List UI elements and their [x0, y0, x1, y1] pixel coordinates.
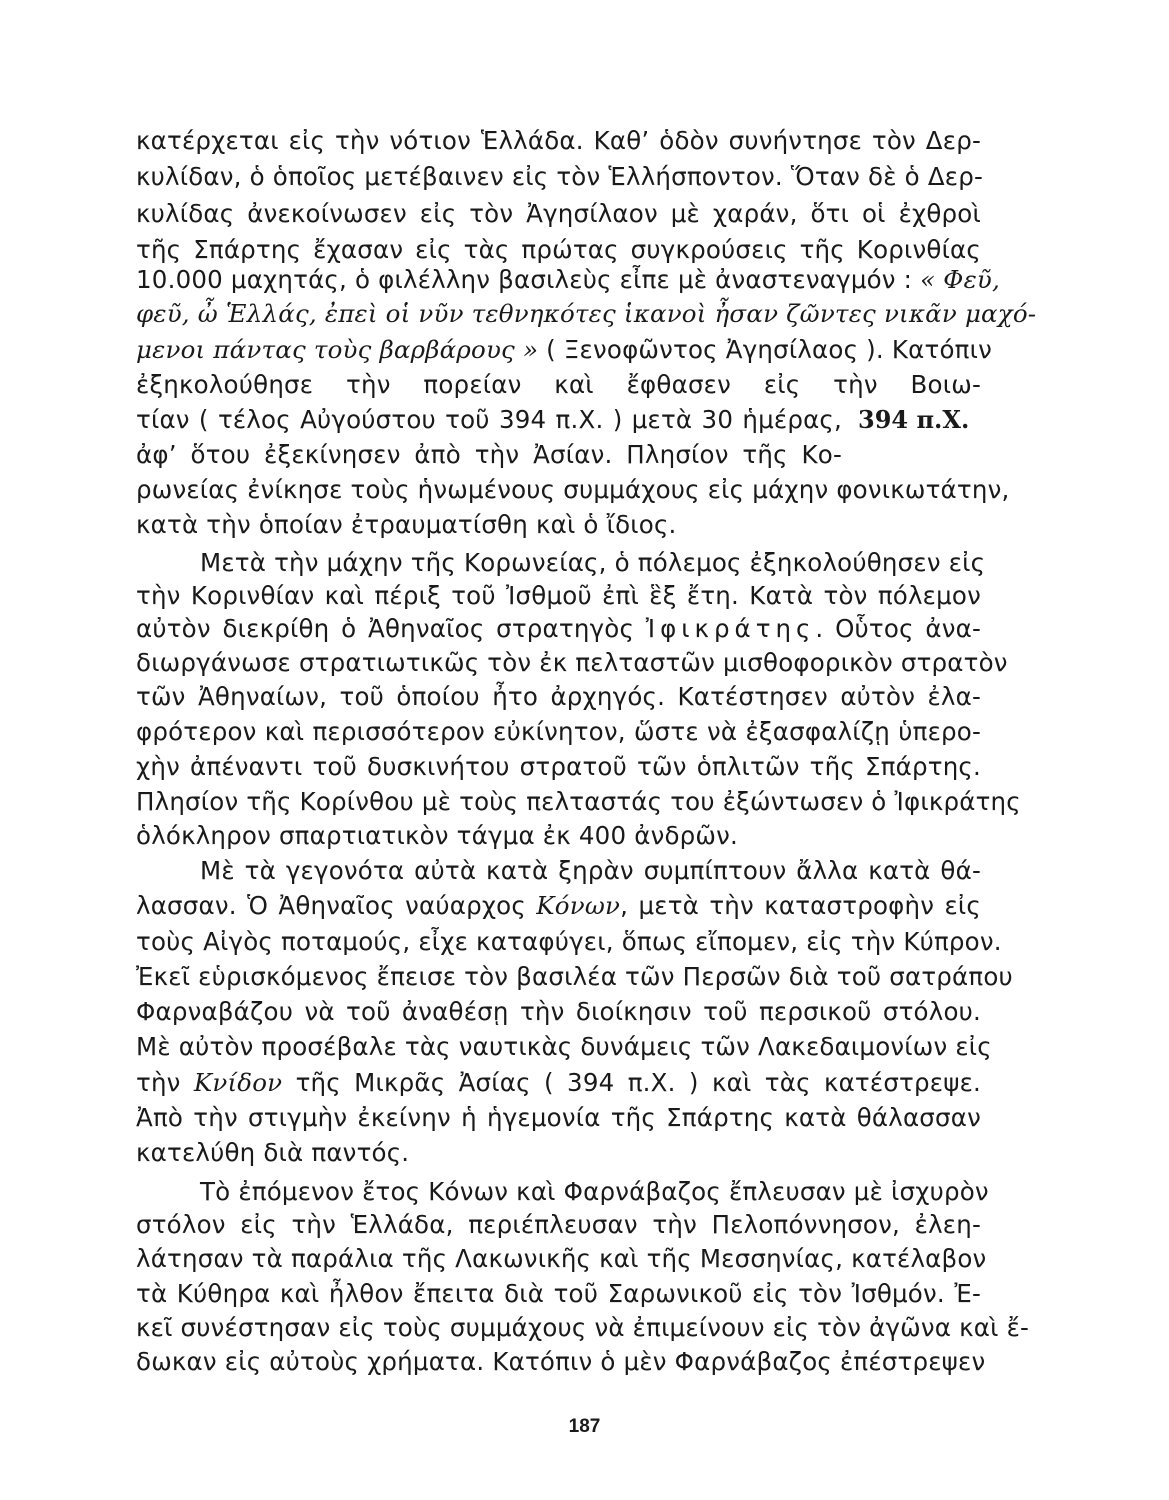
text-line-19: χὴν ἀπέναντι τοῦ δυσκινήτου στρατοῦ τῶν ὁπλιτῶν τῆς Σπάρτης. — [136, 752, 981, 781]
text-line-5 — [136, 263, 1001, 297]
text-line-36: δωκαν εἰς αὐτοὺς χρήματα. Κατόπιν ὁ μὲν Φαρνάβαζος ἐπέστρεψεν — [136, 1347, 986, 1376]
text-line-27: Μὲ αὐτὸν προσέβαλε τὰς ναυτικὰς δυνάμεις τῶν Λακεδαιμονίων εἰς — [136, 1032, 992, 1061]
text-line-25: Ἐκεῖ εὑρισκόμενος ἔπεισε τὸν βασιλέα τῶν Περσῶν διὰ τοῦ σατράπου — [136, 962, 1013, 991]
text-line-18: φρότερον καὶ περισσότερον εὐκίνητον, ὥστε νὰ ἐξασφαλίζῃ ὑπερο- — [136, 717, 981, 746]
text-line-2: κυλίδαν, ὁ ὁποῖος μετέβαινεν εἰς τὸν Ἑλλήσποντον. Ὅταν δὲ ὁ Δερ- — [136, 162, 984, 191]
text-segment: αὐτὸν διεκρίθη ὁ Ἀθηναῖος στρατηγὸς — [136, 614, 646, 643]
text-line-1: κατέρχεται εἰς τὴν νότιον Ἑλλάδα. Καθ’ ὁδὸν συνήντησε τὸν Δερ- — [136, 126, 981, 155]
text-line-20: Πλησίον τῆς Κορίνθου μὲ τοὺς πελταστάς του ἐξώντωσεν ὁ Ἰφικράτης — [136, 787, 1021, 816]
text-line-16: διωργάνωσε στρατιωτικῶς τὸν ἐκ πελταστῶν μισθοφορικὸν στρατὸν — [136, 648, 1008, 677]
text-line-15 — [136, 612, 981, 646]
margin-date-note: 394 π.Χ. — [858, 405, 970, 434]
text-line-10: ἀφ’ ὅτου ἐξεκίνησεν ἀπὸ τὴν Ἀσίαν. Πλησίον τῆς Κο- — [136, 440, 842, 469]
text-line-8: ἐξηκολούθησε τὴν πορείαν καὶ ἔφθασεν εἰς τὴν Βοιω- — [136, 370, 981, 399]
text-line-24: τοὺς Αἰγὸς ποταμούς, εἶχε καταφύγει, ὅπως εἴπομεν, εἰς τὴν Κύπρον. — [136, 927, 1002, 956]
spaced-name: Ἰφικράτης — [645, 614, 816, 643]
quote-italic: φεῦ, ὦ Ἑλλάς, ἐπεὶ οἱ νῦν τεθνηκότες ἱκανοὶ ἦσαν ζῶντες νικᾶν μαχό- — [136, 299, 1037, 328]
text-line-14: τὴν Κορινθίαν καὶ πέριξ τοῦ Ἰσθμοῦ ἐπὶ ἓξ ἔτη. Κατὰ τὸν πόλεμον — [136, 581, 981, 610]
quote-italic: μενοι πάντας τοὺς βαρβάρους » — [136, 335, 539, 364]
text-line-4: τῆς Σπάρτης ἔχασαν εἰς τὰς πρώτας συγκρούσεις τῆς Κορινθίας — [136, 235, 981, 264]
italic-name: Κνίδον — [193, 1068, 283, 1097]
text-segment: , μετὰ τὴν καταστροφὴν εἰς — [620, 891, 981, 920]
text-line-34: τὰ Κύθηρα καὶ ἦλθον ἔπειτα διὰ τοῦ Σαρωνικοῦ εἰς τὸν Ἰσθμόν. Ἐ- — [136, 1279, 981, 1308]
text-line-6 — [136, 297, 1037, 331]
text-line-9: τίαν ( τέλος Αὐγούστου τοῦ 394 π.Χ. ) μετὰ 30 ἡμέρας, — [136, 405, 842, 434]
text-line-12: κατὰ τὴν ὁποίαν ἐτραυματίσθη καὶ ὁ ἴδιος. — [136, 510, 677, 539]
text-segment: τῆς Μικρᾶς Ἀσίας ( 394 π.Χ. ) καὶ τὰς κατέστρεψε. — [282, 1068, 981, 1097]
text-line-23 — [136, 889, 981, 923]
quote-italic: « Φεῦ, — [920, 265, 1001, 294]
text-segment: . Οὗτος ἀνα- — [815, 614, 982, 643]
text-line-32: στόλον εἰς τὴν Ἑλλάδα, περιέπλευσαν τὴν Πελοπόννησον, ἐλεη- — [136, 1210, 981, 1239]
text-line-26: Φαρναβάζου νὰ τοῦ ἀναθέσῃ τὴν διοίκησιν τοῦ περσικοῦ στόλου. — [136, 997, 981, 1026]
text-line-29: Ἀπὸ τὴν στιγμὴν ἐκείνην ἡ ἡγεμονία τῆς Σπάρτης κατὰ θάλασσαν — [136, 1103, 981, 1132]
text-line-3: κυλίδας ἀνεκοίνωσεν εἰς τὸν Ἀγησίλαον μὲ χαράν, ὅτι οἱ ἐχθροὶ — [136, 199, 981, 228]
text-line-31: Τὸ ἐπόμενον ἔτος Κόνων καὶ Φαρνάβαζος ἔπλευσαν μὲ ἰσχυρὸν — [200, 1177, 989, 1206]
text-line-17: τῶν Ἀθηναίων, τοῦ ὁποίου ἦτο ἀρχηγός. Κατέστησεν αὐτὸν ἐλα- — [136, 682, 981, 711]
text-segment: ( Ξενοφῶντος Ἀγησίλαος ). Κατόπιν — [538, 335, 992, 364]
text-line-35: κεῖ συνέστησαν εἰς τοὺς συμμάχους νὰ ἐπιμείνουν εἰς τὸν ἀγῶνα καὶ ἔ- — [136, 1313, 1030, 1342]
text-line-30: κατελύθη διὰ παντός. — [136, 1138, 410, 1167]
text-line-28 — [136, 1066, 981, 1100]
page-number: 187 — [568, 1416, 601, 1437]
text-segment: 10.000 μαχητάς, ὁ φιλέλλην βασιλεὺς εἶπε μὲ ἀναστεναγμόν : — [136, 265, 921, 294]
text-segment: τὴν — [136, 1068, 194, 1097]
text-line-22: Μὲ τὰ γεγονότα αὐτὰ κατὰ ξηρὰν συμπίπτουν ἄλλα κατὰ θά- — [200, 856, 981, 885]
text-line-11: ρωνείας ἐνίκησε τοὺς ἡνωμένους συμμάχους εἰς μάχην φονικωτάτην, — [136, 475, 1010, 504]
text-line-21: ὁλόκληρον σπαρτιατικὸν τάγμα ἐκ 400 ἀνδρῶν. — [136, 821, 738, 850]
italic-name: Κόνων — [536, 891, 621, 920]
text-line-7 — [136, 333, 992, 367]
text-line-33: λάτησαν τὰ παράλια τῆς Λακωνικῆς καὶ τῆς Μεσσηνίας, κατέλαβον — [136, 1244, 987, 1273]
text-line-13: Μετὰ τὴν μάχην τῆς Κορωνείας, ὁ πόλεμος ἐξηκολούθησεν εἰς — [200, 548, 986, 577]
text-segment: λασσαν. Ὁ Ἀθηναῖος ναύαρχος — [136, 891, 537, 920]
